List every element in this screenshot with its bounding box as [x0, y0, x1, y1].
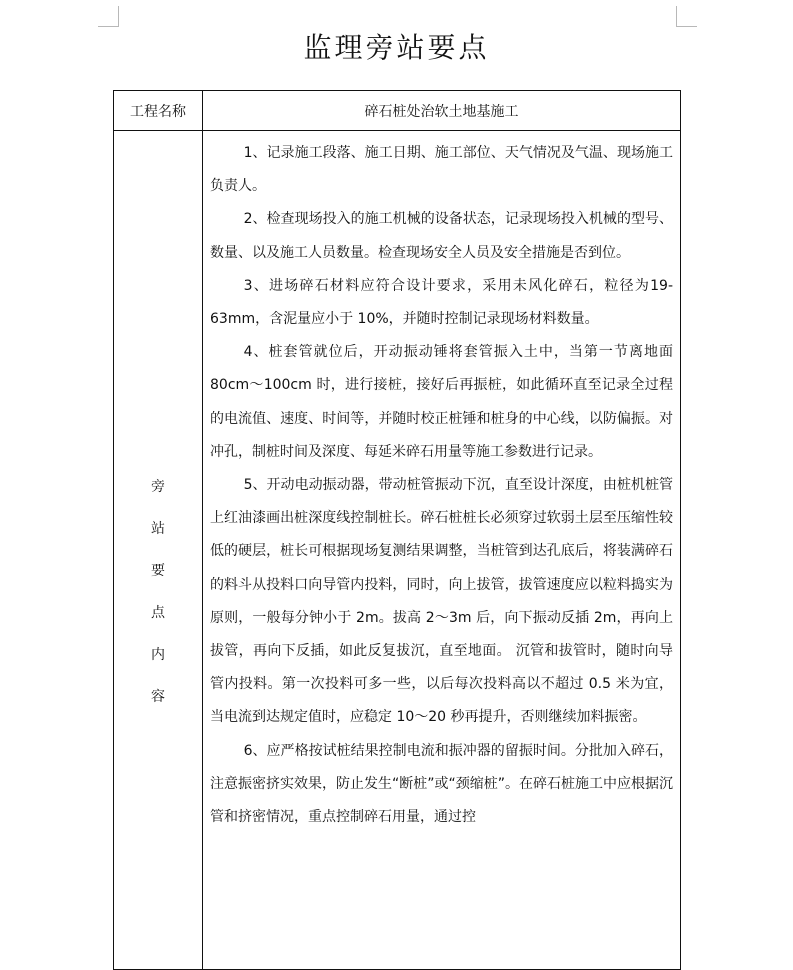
paragraph: 5、开动电动振动器，带动桩管振动下沉，直至设计深度，由桩机桩管上红油漆画出桩深度线控制桩长。碎石桩桩长必须穿过软弱土层至压缩性较低的硬层，桩长可根据现场复测结果调整，当桩管到达孔底后，将装满碎石的料斗从投料口向导管内投料，同时，向上拔管，拔管速度应以粒料捣实为原则，一般每分钟小于 2m。拔高 2～3m 后，向下振动反插 2m，再向上拔管，再向下反插，如此反复拔沉，直至地面。 沉管和拔管时，随时向导管内投料。第一次投料可多一些，以后每次投料高以不超过 0.5 米为宜，当电流到达规定值时，应稳定 10～20 秒再提升，否则继续加料振密。 — [210, 477, 673, 726]
side-label-char: 点 — [151, 605, 165, 621]
project-name-label: 工程名称 — [114, 91, 203, 131]
paragraph: 4、桩套管就位后，开动振动锤将套管振入土中，当第一节离地面 80cm～100cm 时，进行接桩，接好后再振桩，如此循环直至记录全过程的电流值、速度、时间等，并随时校正桩锤和桩身的中心线，以防偏振。对冲孔，制桩时间及深度、每延米碎石用量等施工参数进行记录。 — [210, 344, 673, 460]
page-corner-mark-right — [676, 6, 697, 27]
side-label-char: 旁 — [151, 479, 165, 495]
paragraph: 3、进场碎石材料应符合设计要求，采用未风化碎石，粒径为19-63mm，含泥量应小于 10%，并随时控制记录现场材料数量。 — [210, 277, 673, 328]
paragraph: 2、检查现场投入的施工机械的设备状态，记录现场投入机械的型号、数量、以及施工人员数量。检查现场安全人员及安全措施是否到位。 — [210, 211, 673, 261]
content-cell — [203, 131, 680, 969]
side-label-char: 站 — [151, 521, 165, 537]
content-table — [113, 90, 681, 970]
side-label-char: 内 — [151, 647, 165, 663]
side-label-char: 容 — [151, 689, 165, 705]
side-label-char: 要 — [151, 563, 165, 579]
page-corner-mark-left — [98, 6, 119, 27]
side-label-cell — [114, 131, 203, 969]
project-name-value: 碎石桩处治软土地基施工 — [203, 91, 680, 131]
paragraph: 6、应严格按试桩结果控制电流和振冲器的留振时间。分批加入碎石，注意振密挤实效果，防止发生“断桩”或“颈缩桩”。在碎石桩施工中应根据沉管和挤密情况，重点控制碎石用量，通过控 — [210, 742, 674, 826]
paragraph: 1、记录施工段落、施工日期、施工部位、天气情况及气温、现场施工负责人。 — [210, 145, 673, 195]
document-title: 监理旁站要点 — [303, 31, 490, 64]
side-label — [114, 466, 202, 718]
